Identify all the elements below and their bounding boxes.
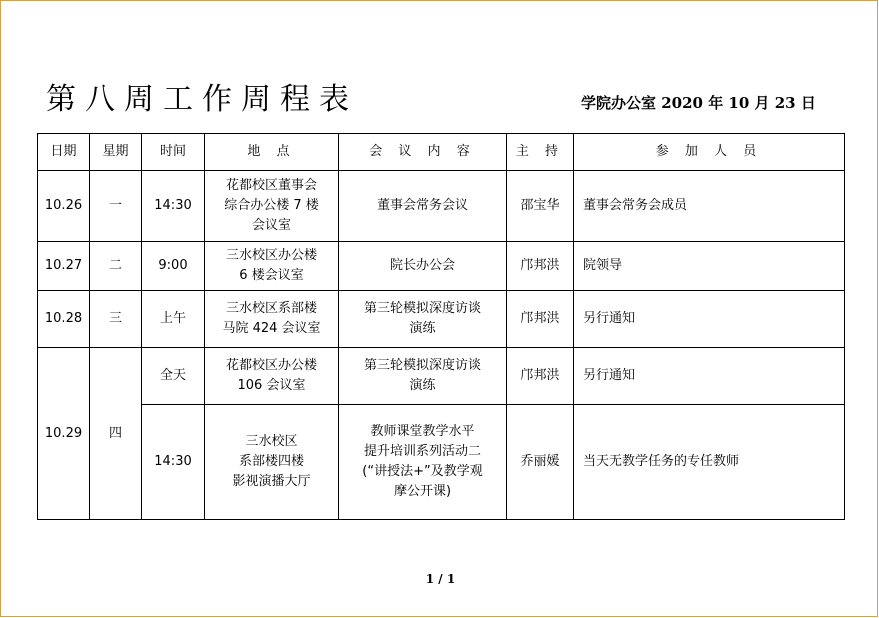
table-row: [38, 242, 845, 291]
table-row: [38, 348, 845, 405]
cell-host: 邝邦洪: [507, 242, 574, 291]
cell-content: 第三轮模拟深度访谈 演练: [339, 348, 507, 405]
cell-host: 邵宝华: [507, 171, 574, 242]
cell-date: 10.26: [38, 171, 90, 242]
cell-content: 院长办公会: [339, 242, 507, 291]
table-row: [38, 405, 845, 520]
cell-attendees: 董事会常务会成员: [574, 171, 845, 242]
header-attendees: 参 加 人 员: [574, 134, 845, 171]
cell-attendees: 当天无教学任务的专任教师: [574, 405, 845, 520]
cell-time: 全天: [142, 348, 205, 405]
cell-location: 花都校区董事会 综合办公楼 7 楼 会议室: [205, 171, 339, 242]
cell-host: 乔丽媛: [507, 405, 574, 520]
cell-date: 10.29: [38, 348, 90, 520]
cell-time: 上午: [142, 291, 205, 348]
cell-location: 花都校区办公楼 106 会议室: [205, 348, 339, 405]
cell-weekday: 三: [90, 291, 142, 348]
cell-content: 第三轮模拟深度访谈 演练: [339, 291, 507, 348]
cell-host: 邝邦洪: [507, 291, 574, 348]
cell-date: 10.28: [38, 291, 90, 348]
schedule-table: [37, 133, 845, 520]
cell-weekday: 二: [90, 242, 142, 291]
cell-time: 14:30: [142, 171, 205, 242]
cell-host: 邝邦洪: [507, 348, 574, 405]
cell-weekday: 四: [90, 348, 142, 520]
cell-attendees: 另行通知: [574, 348, 845, 405]
cell-attendees: 另行通知: [574, 291, 845, 348]
page-number: 1 / 1: [425, 572, 456, 586]
cell-attendees: 院领导: [574, 242, 845, 291]
header-location: 地 点: [205, 134, 339, 171]
header-content: 会 议 内 容: [339, 134, 507, 171]
table-row: [38, 171, 845, 242]
cell-content: 教师课堂教学水平 提升培训系列活动二 (“讲授法+”及教学观 摩公开课): [339, 405, 507, 520]
cell-time: 9:00: [142, 242, 205, 291]
document-title: 第八周工作周程表: [46, 82, 358, 117]
cell-time: 14:30: [142, 405, 205, 520]
table-row: [38, 291, 845, 348]
cell-location: 三水校区办公楼 6 楼会议室: [205, 242, 339, 291]
cell-location: 三水校区 系部楼四楼 影视演播大厅: [205, 405, 339, 520]
header-weekday: 星期: [90, 134, 142, 171]
cell-date: 10.27: [38, 242, 90, 291]
header-host: 主 持: [507, 134, 574, 171]
office-date: 学院办公室 2020 年 10 月 23 日: [581, 94, 816, 112]
cell-content: 董事会常务会议: [339, 171, 507, 242]
cell-location: 三水校区系部楼 马院 424 会议室: [205, 291, 339, 348]
header-date: 日期: [38, 134, 90, 171]
header-time: 时间: [142, 134, 205, 171]
table-header-row: [38, 134, 845, 171]
cell-weekday: 一: [90, 171, 142, 242]
